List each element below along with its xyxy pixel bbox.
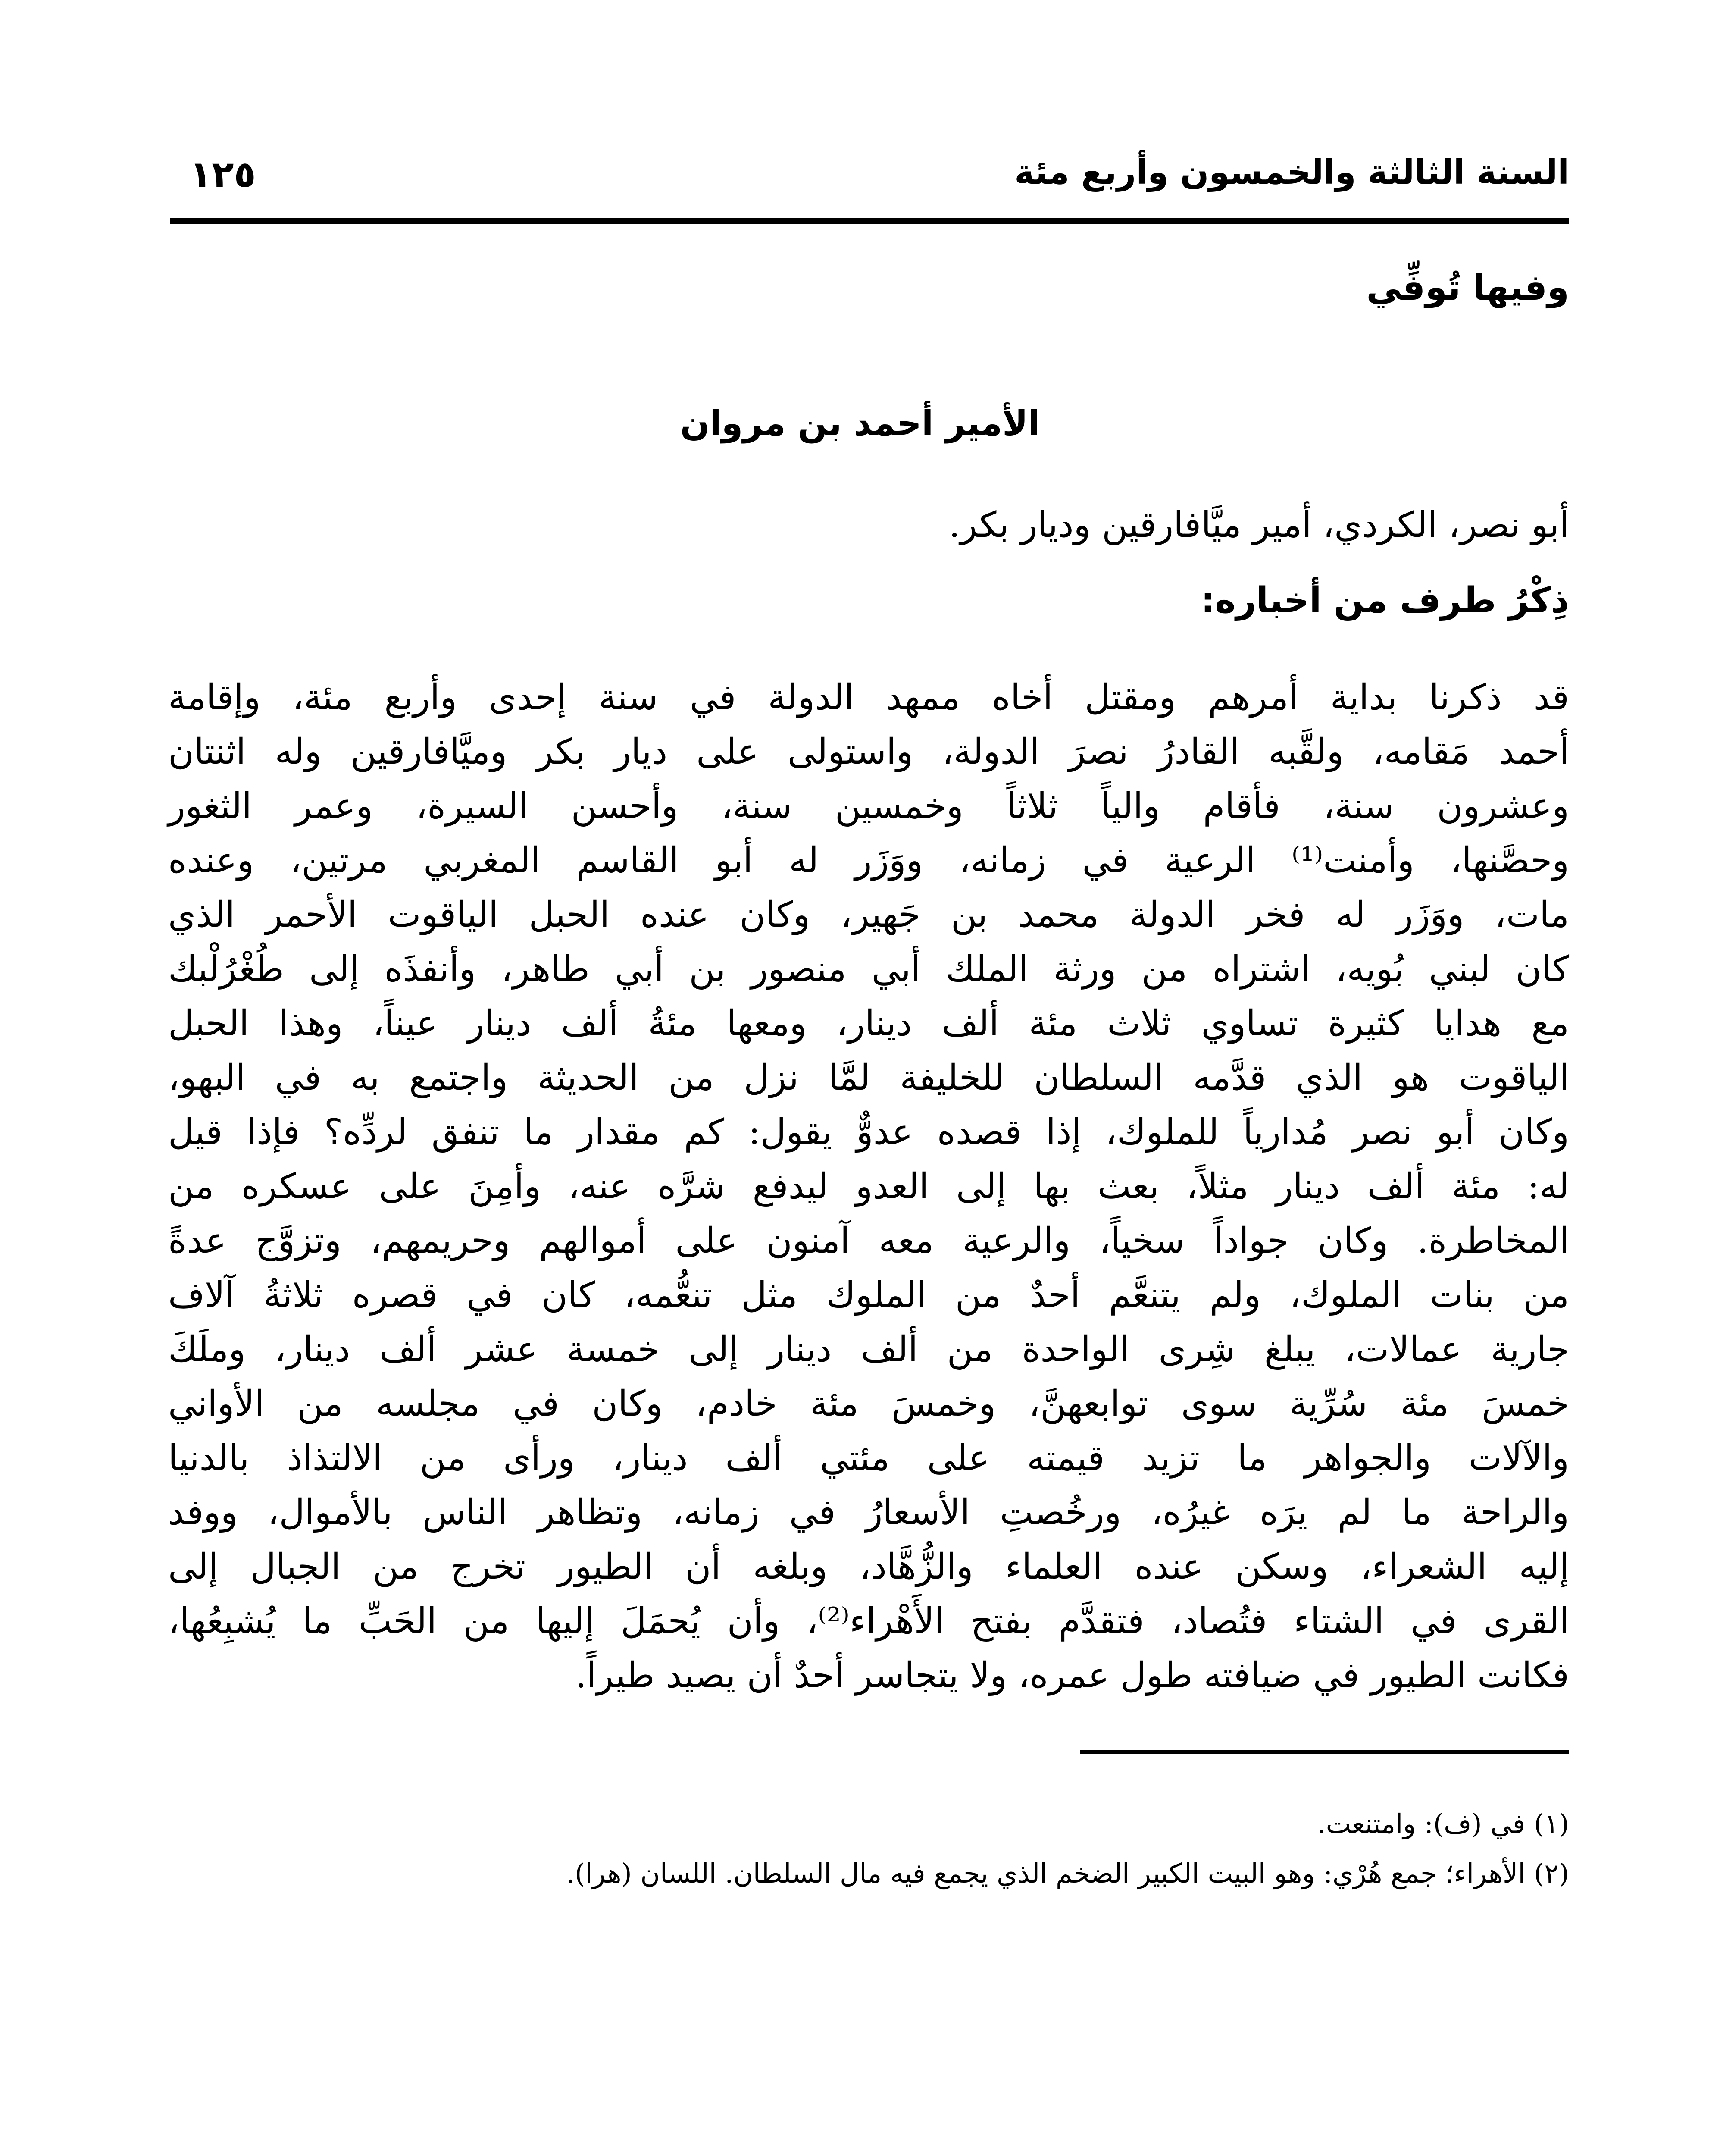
paragraph-line: الياقوت هو الذي قدَّمه السلطان للخليفة لمَّا نزل من الحديثة واجتمع به في البهو، <box>168 1057 1569 1098</box>
entry-title: الأمير أحمد بن مروان <box>680 403 1040 443</box>
paragraph-line: له: مئة ألف دينار مثلاً، بعث بها إلى العدو ليدفع شرَّه عنه، وأمِنَ على عسكره من <box>168 1166 1569 1207</box>
paragraph-line: والراحة ما لم يرَه غيرُه، ورخُصتِ الأسعارُ في زمانه، وتظاهر الناس بالأموال، ووفد <box>168 1492 1570 1533</box>
section-heading: ذِكْرُ طرف من أخباره: <box>1201 580 1569 621</box>
paragraph-line: إليه الشعراء، وسكن عنده العلماء والزُّهَّاد، وبلغه أن الطيور تخرج من الجبال إلى <box>168 1546 1569 1587</box>
paragraph-line: القرى في الشتاء فتُصاد، فتقدَّم بفتح الأَهْراء⁽²⁾، وأن يُحمَلَ إليها من الحَبِّ ما يُشبِعُها، <box>168 1601 1569 1642</box>
paragraph-line: والآلات والجواهر ما تزيد قيمته على مئتي ألف دينار، ورأى من الالتذاذ بالدنيا <box>168 1438 1569 1479</box>
paragraph-line: مات، ووَزَر له فخر الدولة محمد بن جَهير، وكان عنده الحبل الياقوت الأحمر الذي <box>168 894 1569 935</box>
paragraph-line: مع هدايا كثيرة تساوي ثلاث مئة ألف دينار، ومعها مئةُ ألف دينار عيناً، وهذا الحبل <box>168 1003 1569 1044</box>
paragraph-line: وعشرون سنة، فأقام والياً ثلاثاً وخمسين سنة، وأحسن السيرة، وعمر الثغور <box>168 786 1569 827</box>
paragraph-line: كان لبني بُويه، اشتراه من ورثة الملك أبي منصور بن أبي طاهر، وأنفذَه إلى طُغْرُلْبك <box>168 949 1569 990</box>
paragraph-line: من بنات الملوك، ولم يتنعَّم أحدٌ من الملوك مثل تنعُّمه، كان في قصره ثلاثةُ آلاف <box>168 1275 1569 1316</box>
footnote-2: (٢) الأهراء؛ جمع هُرْي: وهو البيت الكبير الضخم الذي يجمع فيه مال السلطان. اللسان (هرا). <box>566 1858 1569 1889</box>
footnote-1: (١) في (ف): وامتنعت. <box>1317 1808 1569 1839</box>
paragraph-line: خمسَ مئة سُرِّية سوى توابعهنَّ، وخمسَ مئة خادم، وكان في مجلسه من الأواني <box>168 1383 1569 1424</box>
intro-line: وفيها تُوفِّي <box>1366 267 1569 308</box>
paragraph-line: وكان أبو نصر مُدارياً للملوك، إذا قصده عدوٌّ يقول: كم مقدار ما تنفق لردِّه؟ فإذا قيل <box>168 1112 1569 1153</box>
running-title: السنة الثالثة والخمسون وأربع مئة <box>1014 153 1569 192</box>
page-number: ١٢٥ <box>190 153 256 195</box>
paragraph-line: أحمد مَقامه، ولقَّبه القادرُ نصرَ الدولة، واستولى على ديار بكر وميَّافارقين وله اثنتان <box>168 731 1569 772</box>
footnote-rule <box>1080 1750 1569 1754</box>
paragraph-line: فكانت الطيور في ضيافته طول عمره، ولا يتجاسر أحدٌ أن يصيد طيراً. <box>575 1655 1569 1696</box>
header-rule <box>170 218 1569 224</box>
entry-subtitle: أبو نصر، الكردي، أمير ميَّافارقين وديار بكر. <box>949 505 1569 545</box>
paragraph-line: وحصَّنها، وأمنت⁽¹⁾ الرعية في زمانه، ووَزَر له أبو القاسم المغربي مرتين، وعنده <box>168 840 1569 881</box>
paragraph-line: المخاطرة. وكان جواداً سخياً، والرعية معه آمنون على أموالهم وحريمهم، وتزوَّج عدةً <box>168 1220 1569 1261</box>
paragraph-line: قد ذكرنا بداية أمرهم ومقتل أخاه ممهد الدولة في سنة إحدى وأربع مئة، وإقامة <box>168 677 1569 718</box>
paragraph-line: جارية عمالات، يبلغ شِرى الواحدة من ألف دينار إلى خمسة عشر ألف دينار، وملَكَ <box>168 1329 1569 1370</box>
